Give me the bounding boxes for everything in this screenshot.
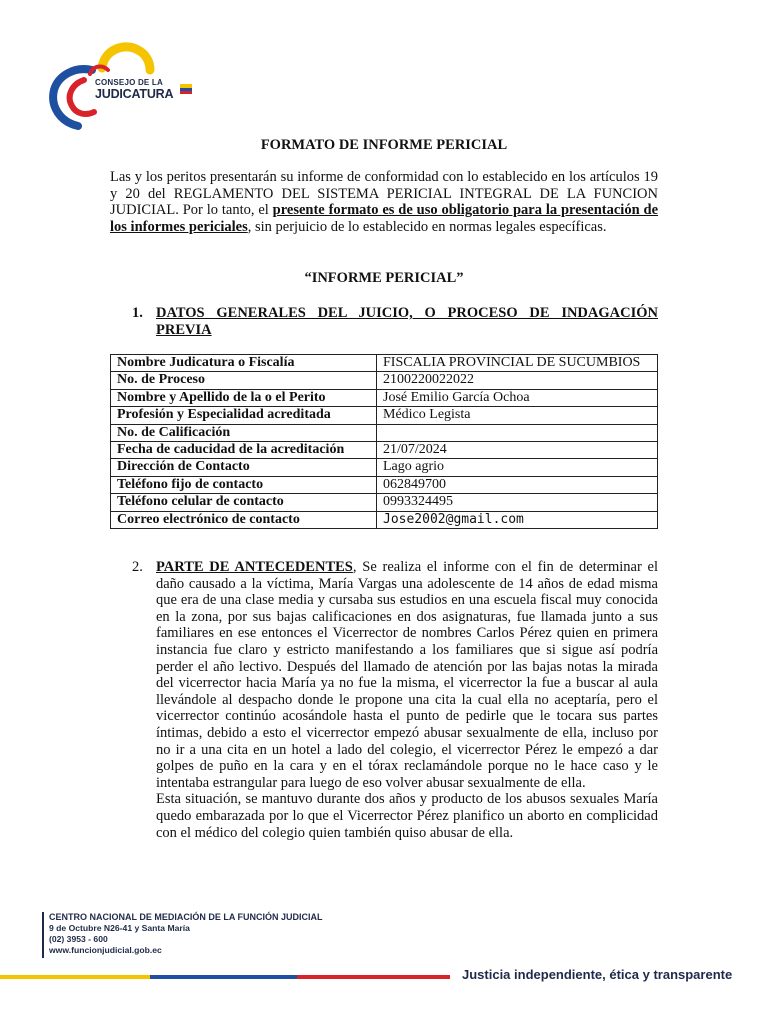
footer-stripe-yellow [0, 975, 150, 979]
general-data-table [110, 354, 658, 529]
table-value: Jose2002@gmail.com [377, 511, 658, 528]
table-value: Lago agrio [377, 459, 658, 476]
footer-divider [42, 912, 44, 958]
logo-line1: CONSEJO DE LA [95, 78, 163, 87]
table-value [377, 424, 658, 441]
table-row [111, 389, 658, 406]
intro-part2: , sin perjuicio de lo establecido en normas legales específicas. [247, 218, 607, 235]
table-value: 21/07/2024 [377, 442, 658, 459]
table-label: No. de Calificación [111, 424, 377, 441]
intro-emphasis: presente formato es de uso obligatorio para la presentación de los informes periciales [110, 202, 659, 235]
footer-address: 9 de Octubre N26-41 y Santa María [49, 923, 190, 933]
table-label: Profesión y Especialidad acreditada [111, 407, 377, 424]
section-2-paragraph-1 [156, 559, 658, 791]
table-label: No. de Proceso [111, 372, 377, 389]
logo-line2: JUDICATURA [95, 87, 174, 101]
table-label: Nombre y Apellido de la o el Perito [111, 389, 377, 406]
table-label: Teléfono celular de contacto [111, 494, 377, 511]
table-label: Teléfono fijo de contacto [111, 476, 377, 493]
table-row [111, 459, 658, 476]
footer-website: www.funcionjudicial.gob.ec [49, 945, 162, 955]
section-2-text-1: , Se realiza el informe con el fin de determinar el daño causado a la víctima, María Vargas una adolescente de 14 años de edad misma que era de una clase media y cursaba sus estudios en una escuela fiscal muy conocida en la zona, por sus bajas calificaciones en dos asignaturas, fue llamada junto a sus familiares en ese entonces el Vicerrector de nombres Carlos Pérez quien en primera instancia fue claro y estricto manifestando a los familiares que si sigue así podría perder el año lectivo. Después del llamado de atención por las bajas notas la mirada del vicerrector hacia María ya no fue la misma, el vicerrector la fue a buscar al aula llevándole al despacho donde le propone una cita la cual ella no aceptaría, pero el vicerrector continúo acosándole hasta el punto de pedirle que le tocara sus partes íntimas, debido a esto el vicerrector empezó abusar sexualmente de ella, incluso por no ir a una cita en un hotel a lado del colegio, el vicerrector Pérez le empezó a dar golpes de puño en la cara y en el tórax reclamándole porque no le hace caso y le intentaba estrangular para luego de eso volver abusar sexualmente de ella. [156, 559, 659, 791]
section-1-title: DATOS GENERALES DEL JUICIO, O PROCESO DE INDAGACIÓN PREVIA [156, 305, 658, 338]
table-row [111, 424, 658, 441]
table-value: José Emilio García Ochoa [377, 389, 658, 406]
table-value: 062849700 [377, 476, 658, 493]
table-row [111, 372, 658, 389]
table-row [111, 442, 658, 459]
table-row [111, 476, 658, 493]
table-value: 0993324495 [377, 494, 658, 511]
footer-slogan: Justicia independiente, ética y transparente [462, 967, 733, 982]
table-row [111, 355, 658, 372]
section-2-number: 2. [132, 559, 143, 575]
footer-stripe-blue [150, 975, 297, 979]
logo-wordmark [95, 79, 173, 101]
table-row [111, 494, 658, 511]
table-row [111, 511, 658, 528]
section-2-heading: PARTE DE ANTECEDENTES [156, 559, 353, 575]
report-subtitle: “INFORME PERICIAL” [304, 270, 464, 286]
footer-contact-block [49, 912, 323, 956]
table-label: Dirección de Contacto [111, 459, 377, 476]
table-label: Correo electrónico de contacto [111, 511, 377, 528]
footer-stripe-red [297, 975, 450, 979]
footer-phone: (02) 3953 - 600 [49, 934, 108, 944]
table-value: Médico Legista [377, 407, 658, 424]
intro-paragraph [110, 169, 658, 235]
table-label: Fecha de caducidad de la acreditación [111, 442, 377, 459]
table-label: Nombre Judicatura o Fiscalía [111, 355, 377, 372]
section-2 [110, 559, 658, 841]
section-1-number: 1. [132, 305, 143, 321]
document-title: FORMATO DE INFORME PERICIAL [260, 137, 508, 153]
section-2-paragraph-2: Esta situación, se mantuvo durante dos años y producto de los abusos sexuales María quedo embarazada por lo que el Vicerrector Pérez planifico un aborto en complicidad con el médico del colegio quien también quiso abusar de ella. [156, 791, 658, 841]
footer-organization: CENTRO NACIONAL DE MEDIACIÓN DE LA FUNCIÓN JUDICIAL [49, 912, 323, 922]
table-value: 2100220022022 [377, 372, 658, 389]
table-value: FISCALIA PROVINCIAL DE SUCUMBIOS [377, 355, 658, 372]
intro-part1: Las y los peritos presentarán su informe de conformidad con lo establecido en los artículos 19 y 20 del REGLAMENTO DEL SISTEMA PERICIAL INTEGRAL DE LA FUNCION JUDICIAL. Por lo tanto, el [110, 169, 658, 219]
section-1-heading [110, 305, 658, 338]
table-row [111, 407, 658, 424]
